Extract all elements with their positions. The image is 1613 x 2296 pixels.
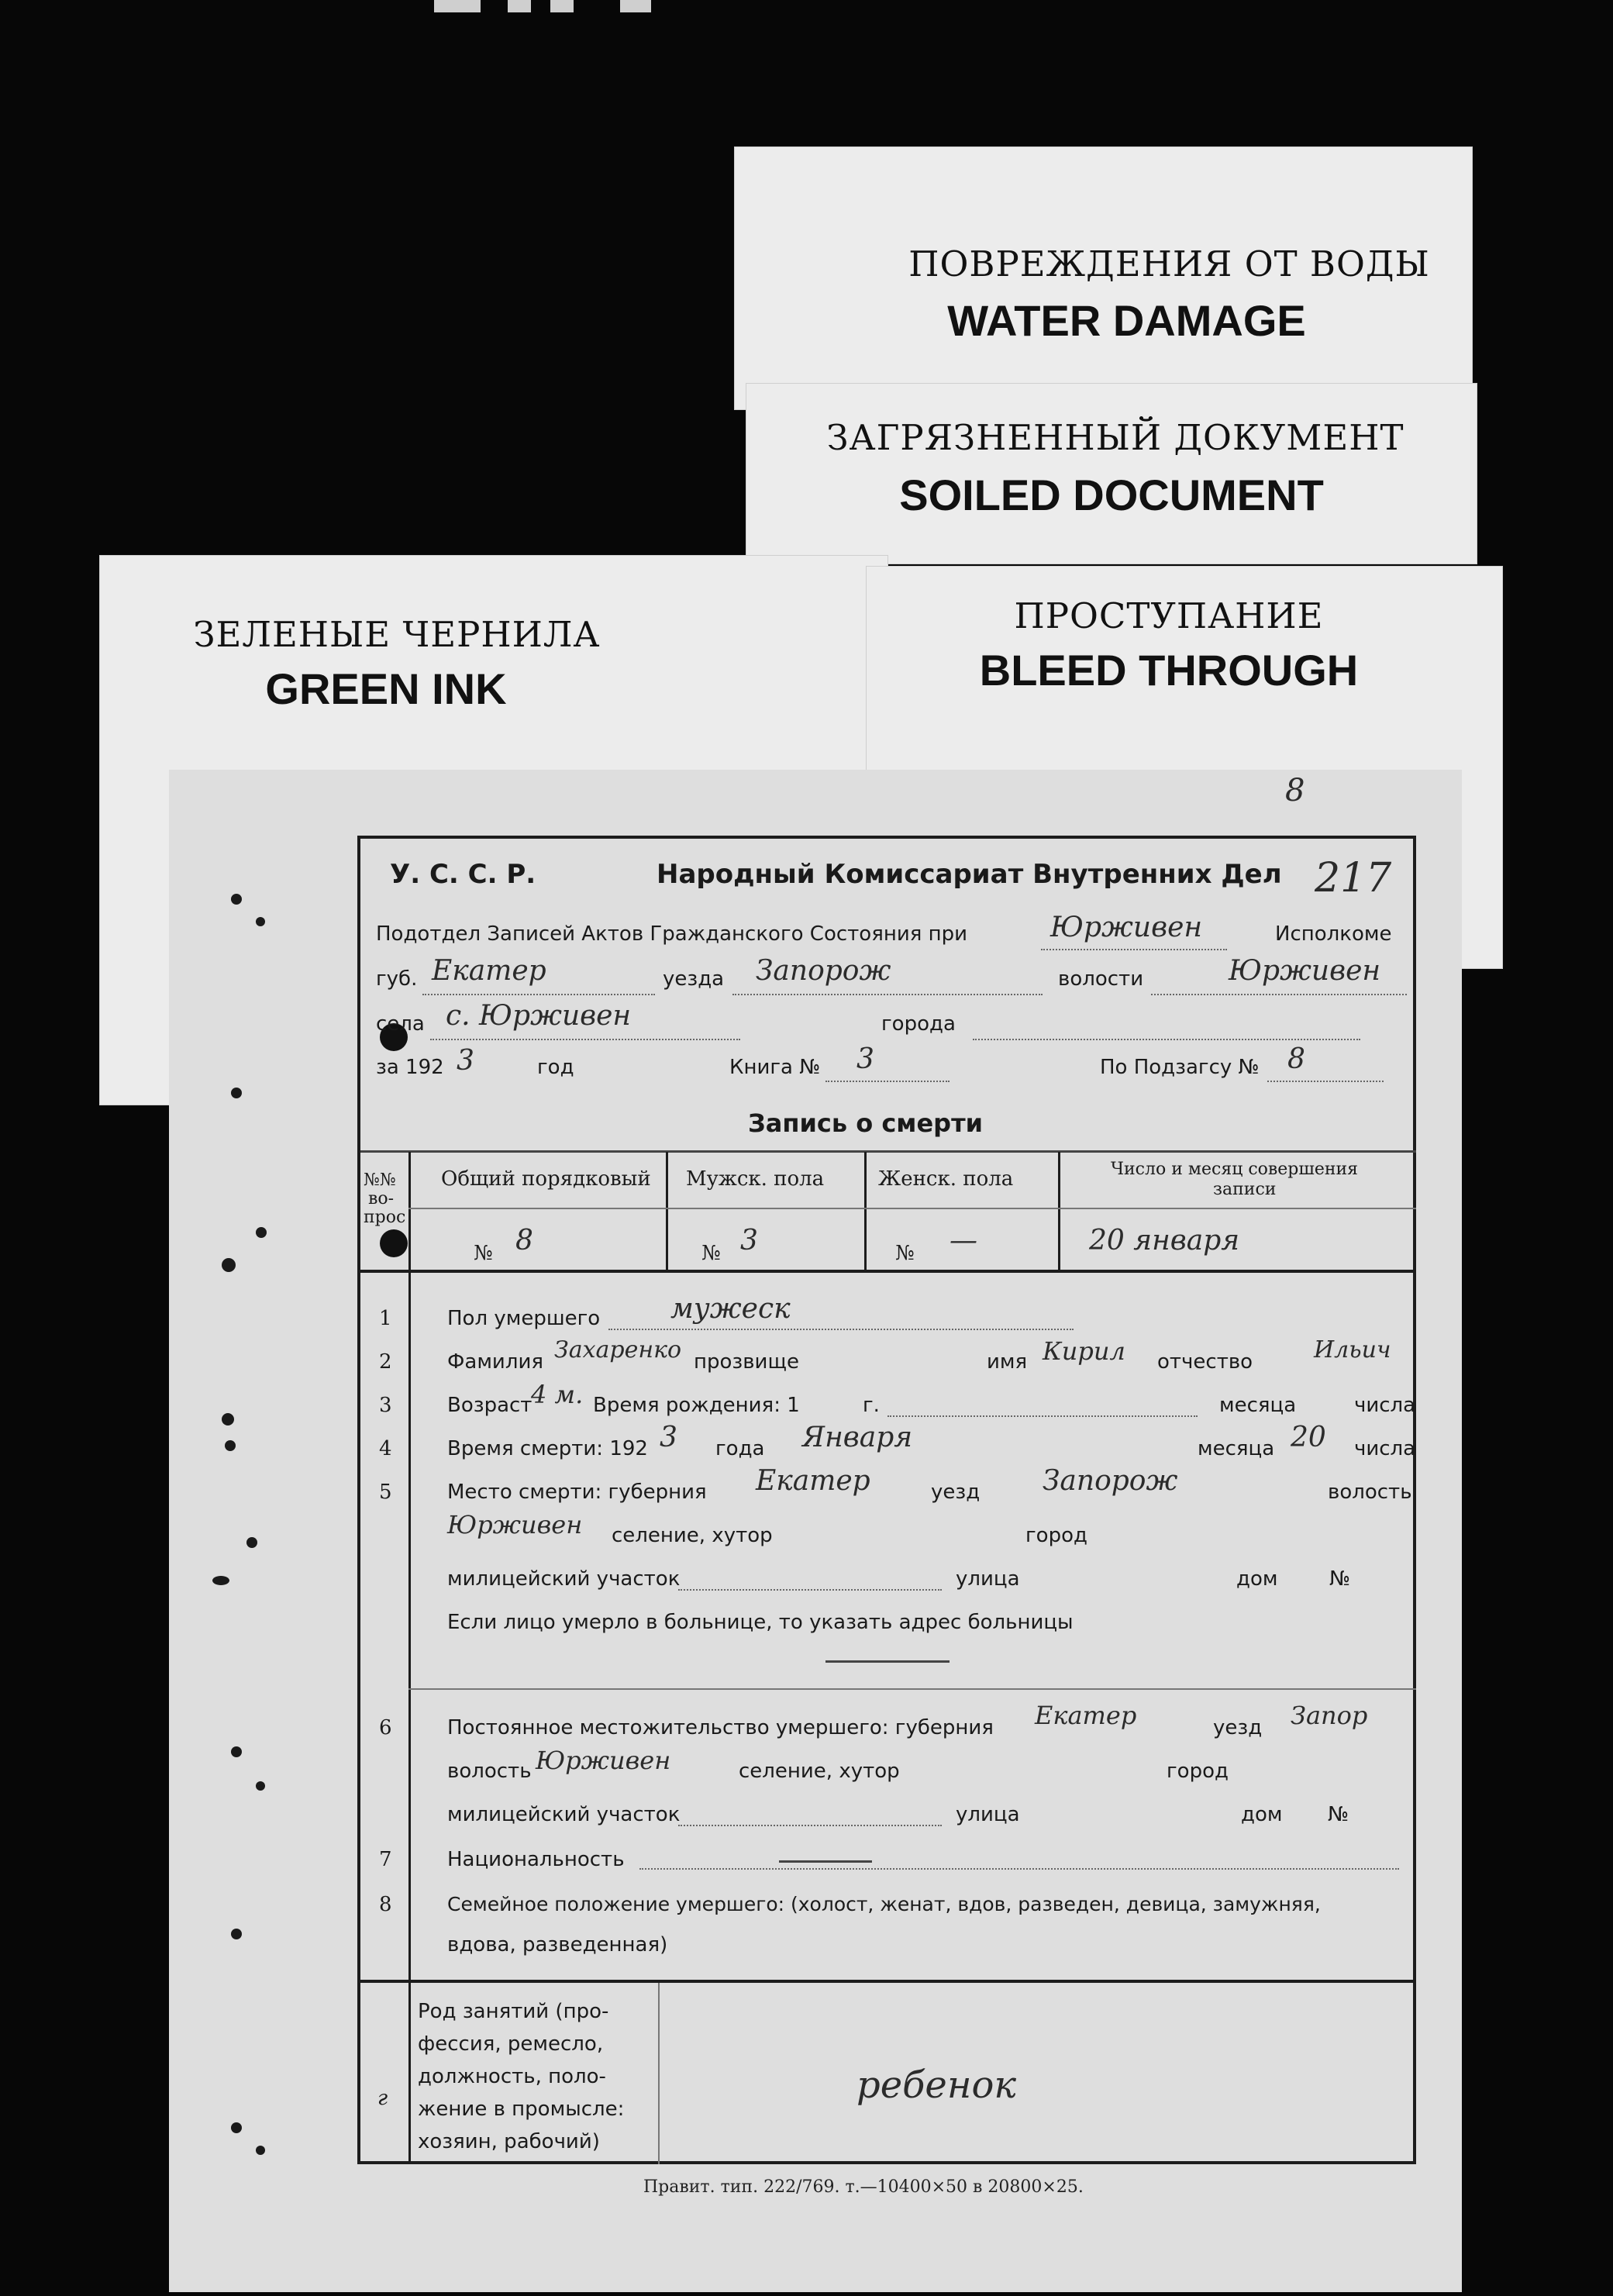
row3-g: г.: [863, 1394, 880, 1417]
soiled-document-ru: ЗАГРЯЗНЕННЫЙ ДОКУМЕНТ: [826, 417, 1404, 458]
rule: [666, 1152, 668, 1271]
res-house-label: дом: [1241, 1803, 1283, 1826]
house-no-label: №: [1329, 1567, 1351, 1591]
rule: [408, 1688, 1416, 1690]
row3-month: месяца: [1219, 1394, 1297, 1417]
soiled-document-en: SOILED DOCUMENT: [899, 471, 1324, 519]
hw-surname: Захаренко: [554, 1336, 682, 1363]
green-ink-en: GREEN INK: [265, 664, 507, 713]
line: [1041, 947, 1227, 950]
male-no-label: №: [701, 1242, 721, 1265]
podzags-label: По Подзагсу №: [1100, 1056, 1260, 1079]
line: [678, 1588, 942, 1591]
hw-general-no: 8: [515, 1225, 533, 1257]
occupation-1: Род занятий (про-: [418, 2000, 609, 2023]
row-num-2: 2: [379, 1350, 392, 1374]
line: [430, 1037, 740, 1040]
row6-city: город: [1167, 1760, 1229, 1783]
margin-spot: [256, 1781, 265, 1791]
line: [422, 992, 655, 995]
margin-spot: [222, 1413, 234, 1426]
col-date-2: записи: [1213, 1180, 1277, 1199]
occupation-3: должность, поло-: [418, 2065, 606, 2088]
hw-death-year: 3: [660, 1422, 677, 1453]
bleed-through-ru: ПРОСТУПАНИЕ: [1014, 595, 1324, 636]
row4-death-time: Время смерти: 192: [447, 1437, 648, 1460]
house-label: дом: [1236, 1567, 1278, 1591]
soiled-document-label: [746, 383, 1477, 564]
rule: [864, 1152, 867, 1271]
row6-volost: волость: [447, 1760, 532, 1783]
hospital-label: Если лицо умерло в больнице, то указать адрес больницы: [447, 1611, 1074, 1634]
rule: [360, 1150, 1416, 1153]
margin-spot: [246, 1537, 257, 1548]
line: [608, 1327, 1074, 1330]
margin-spot: [231, 894, 242, 905]
hw-occupation: ребенок: [856, 2063, 1017, 2107]
margin-spot: [231, 1746, 242, 1757]
hw-dash: [779, 1860, 872, 1863]
margin-spot: [225, 1440, 236, 1451]
rule: [658, 1983, 660, 2164]
row-num-7: 7: [379, 1848, 392, 1871]
hw-ispolkom-place: Юрживен: [1050, 912, 1203, 943]
row2-name: имя: [987, 1350, 1028, 1374]
line: [1151, 992, 1407, 995]
hw-dash: [825, 1660, 950, 1663]
col-male: Мужск. пола: [686, 1167, 825, 1191]
za-label: за 192: [376, 1056, 444, 1079]
bleed-through-en: BLEED THROUGH: [979, 646, 1359, 695]
row3-age: Возраст: [447, 1394, 532, 1417]
row6-uezd: уезд: [1213, 1716, 1263, 1739]
row5-volost: волость: [1328, 1481, 1412, 1504]
row5-uezd: уезд: [931, 1481, 981, 1504]
row2-patronymic: отчество: [1157, 1350, 1253, 1374]
row1-label: Пол умершего: [447, 1307, 601, 1330]
row6-selo: селение, хутор: [739, 1760, 900, 1783]
hw-res-gub: Екатер: [1035, 1701, 1137, 1730]
res-house-no-label: №: [1328, 1803, 1349, 1826]
line: [825, 1079, 950, 1082]
hw-age: 4 м.: [531, 1380, 584, 1409]
street-label: улица: [956, 1567, 1020, 1591]
hw-volost: Юрживен: [1229, 955, 1381, 987]
commissariat-label: Народный Комиссариат Внутренних Дел: [657, 859, 1282, 890]
col-nn: №№: [364, 1170, 396, 1190]
margin-spot: [256, 1227, 267, 1238]
line: [639, 1867, 1399, 1870]
row6-residence: Постоянное местожительство умершего: губерния: [447, 1716, 994, 1739]
row-num-1: 1: [379, 1307, 392, 1330]
hw-death-month: Января: [802, 1422, 913, 1453]
hw-year: 3: [457, 1045, 474, 1077]
line: [1267, 1079, 1384, 1082]
water-damage-en: WATER DAMAGE: [947, 296, 1306, 345]
top-edge-marks: [434, 0, 667, 16]
general-no-label: №: [474, 1242, 493, 1265]
hw-record-date: 20 января: [1089, 1225, 1240, 1257]
margin-spot: [231, 1929, 242, 1939]
rule: [1058, 1152, 1060, 1271]
row-num-5: 5: [379, 1481, 392, 1504]
row-num-9: г: [377, 2087, 388, 2110]
hw-name: Кирил: [1043, 1336, 1125, 1366]
row3-day: числа: [1354, 1394, 1416, 1417]
hw-death-gub: Екатер: [756, 1465, 870, 1497]
row8-marital-2: вдова, разведенная): [447, 1933, 668, 1956]
death-record-form: [169, 770, 1462, 2292]
gub-label: губ.: [376, 967, 418, 991]
row2-nickname: прозвище: [694, 1350, 799, 1374]
row-num-4: 4: [379, 1437, 392, 1460]
row-num-3: 3: [379, 1394, 392, 1417]
row3-birth: Время рождения: 1: [593, 1394, 800, 1417]
god-label: год: [537, 1056, 574, 1079]
kniga-label: Книга №: [729, 1056, 821, 1079]
line: [887, 1414, 1198, 1417]
water-damage-ru: ПОВРЕЖДЕНИЯ ОТ ВОДЫ: [908, 243, 1430, 284]
volost-label: волости: [1058, 967, 1144, 991]
hw-death-selo: Юрживен: [447, 1510, 583, 1539]
line: [678, 1823, 942, 1826]
rule: [408, 1152, 411, 2164]
res-street-label: улица: [956, 1803, 1020, 1826]
occupation-5: хозяин, рабочий): [418, 2130, 600, 2153]
hw-death-day: 20: [1291, 1422, 1326, 1453]
form-title: Запись о смерти: [748, 1108, 984, 1138]
row5-city: город: [1025, 1524, 1087, 1547]
row2-surname: Фамилия: [447, 1350, 543, 1374]
hw-kniga: 3: [856, 1043, 874, 1075]
hw-res-uezd: Запор: [1291, 1701, 1368, 1730]
female-no-label: №: [895, 1242, 915, 1265]
margin-spot: [231, 1088, 242, 1098]
corner-mark: 8: [1285, 773, 1305, 808]
row5-place: Место смерти: губерния: [447, 1481, 707, 1504]
row5-selo: селение, хутор: [612, 1524, 773, 1547]
row7-nationality: Национальность: [447, 1848, 625, 1871]
rule: [408, 1208, 1416, 1209]
ispolkom-label: Исполкоме: [1275, 922, 1392, 946]
hw-sex: мужеск: [670, 1293, 791, 1325]
hw-gub: Екатер: [432, 955, 546, 987]
occupation-4: жение в промысле:: [418, 2098, 625, 2121]
uezd-label: уезда: [663, 967, 725, 991]
row4-year: года: [715, 1437, 765, 1460]
col-pros: прос: [364, 1208, 406, 1227]
col-vo: во-: [368, 1189, 395, 1208]
hw-female-no: —: [950, 1225, 977, 1257]
ussr-label: У. С. С. Р.: [390, 859, 536, 890]
form-frame: [357, 836, 1416, 2164]
col-female: Женск. пола: [878, 1167, 1014, 1191]
margin-spot: [212, 1576, 229, 1585]
hw-death-uezd: Запорож: [1043, 1465, 1178, 1497]
res-militia-label: милицейский участок: [447, 1803, 681, 1826]
col-general: Общий порядковый: [441, 1167, 651, 1191]
militia-label: милицейский участок: [447, 1567, 681, 1591]
occupation-2: фессия, ремесло,: [418, 2032, 604, 2056]
margin-spot: [222, 1258, 236, 1272]
row-num-6: 6: [379, 1716, 392, 1739]
row4-month: месяца: [1198, 1437, 1275, 1460]
row4-day: числа: [1354, 1437, 1416, 1460]
hw-res-volost: Юрживен: [536, 1746, 671, 1775]
row8-marital: Семейное положение умершего: (холост, женат, вдов, разведен, девица, замужняя,: [447, 1893, 1321, 1915]
page-number: 217: [1315, 855, 1392, 902]
hw-selo: с. Юрживен: [446, 1000, 632, 1032]
row-num-8: 8: [379, 1893, 392, 1916]
hw-male-no: 3: [740, 1225, 758, 1257]
hw-patronymic: Ильич: [1314, 1336, 1391, 1363]
rule: [360, 1270, 1416, 1273]
water-damage-label: [734, 147, 1473, 410]
sela-label: села: [376, 1012, 425, 1036]
line: [973, 1037, 1360, 1040]
line: [732, 992, 1043, 995]
margin-spot: [256, 917, 265, 926]
margin-spot: [256, 2146, 265, 2155]
hw-uezd: Запорож: [756, 955, 891, 987]
subdept-label: Подотдел Записей Актов Гражданского Состояния при: [376, 922, 968, 946]
green-ink-ru: ЗЕЛЕНЫЕ ЧЕРНИЛА: [193, 614, 601, 655]
print-footer: Правит. тип. 222/769. т.—10400×50 в 20800×25.: [643, 2177, 1084, 2197]
hw-podzags: 8: [1287, 1043, 1305, 1075]
rule: [360, 1980, 1416, 1983]
margin-spot: [231, 2122, 242, 2133]
goroda-label: города: [881, 1012, 956, 1036]
col-date: Число и месяц совершения: [1111, 1160, 1359, 1179]
